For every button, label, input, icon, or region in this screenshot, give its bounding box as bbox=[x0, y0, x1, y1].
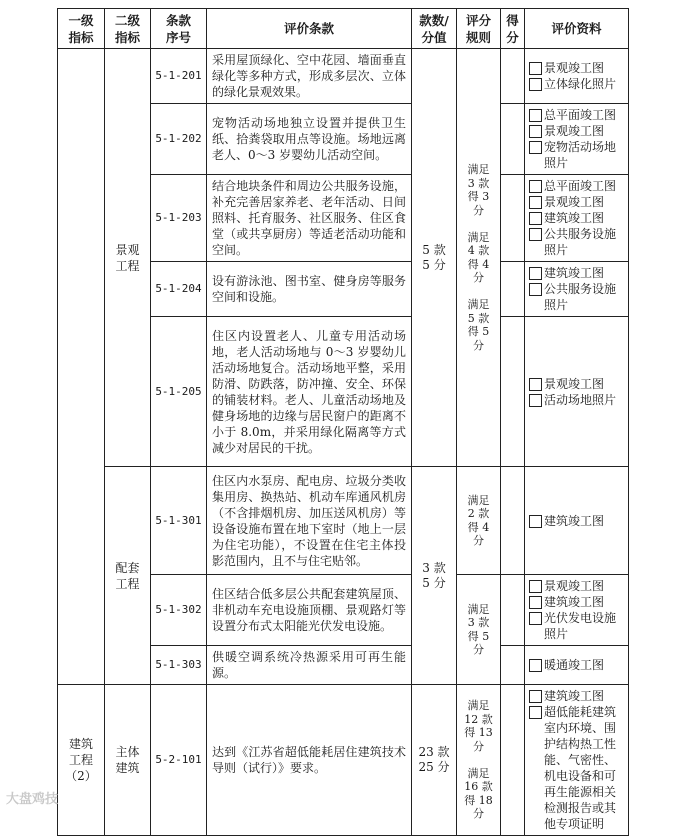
material-label: 景观竣工图 bbox=[544, 124, 605, 138]
row-text: 设有游泳池、图书室、健身房等服务空间和设施。 bbox=[207, 262, 412, 317]
checkbox-icon bbox=[529, 62, 542, 75]
score-cell bbox=[501, 467, 525, 575]
material-item bbox=[529, 123, 624, 139]
row-text: 宠物活动场地独立设置并提供卫生纸、拾粪袋取用点等设施。场地远离老人、0～3 岁婴幼儿活动空间。 bbox=[207, 104, 412, 175]
material-item bbox=[529, 578, 624, 594]
materials-cell bbox=[525, 175, 629, 262]
checkbox-icon bbox=[529, 515, 542, 528]
checkbox-icon bbox=[529, 180, 542, 193]
checkbox-icon bbox=[529, 596, 542, 609]
material-label: 公共服务设施照片 bbox=[544, 282, 617, 312]
materials-cell bbox=[525, 317, 629, 467]
row-code: 5-1-204 bbox=[151, 262, 207, 317]
checkbox-icon bbox=[529, 283, 542, 296]
header-score: 得 分 bbox=[501, 9, 525, 49]
material-label: 宠物活动场地照片 bbox=[544, 140, 617, 170]
materials-cell bbox=[525, 104, 629, 175]
row-code: 5-1-202 bbox=[151, 104, 207, 175]
material-label: 景观竣工图 bbox=[544, 195, 605, 209]
material-label: 总平面竣工图 bbox=[544, 108, 617, 122]
material-label: 光伏发电设施照片 bbox=[544, 611, 617, 641]
checkbox-icon bbox=[529, 612, 542, 625]
row-text: 采用屋顶绿化、空中花园、墙面垂直绿化等多种方式，形成多层次、立体的绿化景观效果。 bbox=[207, 49, 412, 104]
checkbox-icon bbox=[529, 196, 542, 209]
material-item bbox=[529, 657, 624, 673]
row-code: 5-1-303 bbox=[151, 646, 207, 685]
row-text: 住区内设置老人、儿童专用活动场地，老人活动场地与 0～3 岁婴幼儿活动场地复合。活动场地平整，采用防滑、防跌落，防冲撞、安全、环保的铺装材料。老人、儿童活动场地及健身场地的边缘与居民窗户的距离不小于 8.0m，并采用绿化隔离等方式减少对居民的干扰。 bbox=[207, 317, 412, 467]
table-row bbox=[58, 467, 629, 575]
level2-supporting: 配套 工程 bbox=[105, 467, 151, 685]
count-landscape: 5 款 5 分 bbox=[412, 49, 457, 467]
row-code: 5-1-203 bbox=[151, 175, 207, 262]
material-label: 立体绿化照片 bbox=[544, 77, 617, 91]
row-text: 供暖空调系统冷热源采用可再生能源。 bbox=[207, 646, 412, 685]
rule-landscape: 满足 3 款 得 3 分 满足 4 款 得 4 分 满足 5 款 得 5 分 bbox=[457, 49, 501, 467]
materials-cell bbox=[525, 467, 629, 575]
score-cell bbox=[501, 575, 525, 646]
checkbox-icon bbox=[529, 690, 542, 703]
row-text: 结合地块条件和周边公共服务设施，补充完善居家养老、老年活动、日间照料、托育服务、社区服务、住区食堂（或共享厨房）等适老活动功能和空间。 bbox=[207, 175, 412, 262]
score-cell bbox=[501, 685, 525, 836]
checkbox-icon bbox=[529, 378, 542, 391]
checkbox-icon bbox=[529, 141, 542, 154]
material-item bbox=[529, 704, 624, 832]
count-supporting: 3 款 5 分 bbox=[412, 467, 457, 685]
row-code: 5-1-301 bbox=[151, 467, 207, 575]
material-label: 公共服务设施照片 bbox=[544, 227, 617, 257]
materials-cell bbox=[525, 646, 629, 685]
header-level1: 一级 指标 bbox=[58, 9, 105, 49]
material-item bbox=[529, 610, 624, 642]
material-label: 总平面竣工图 bbox=[544, 179, 617, 193]
table-row bbox=[58, 685, 629, 836]
material-item bbox=[529, 513, 624, 529]
score-cell bbox=[501, 104, 525, 175]
rule-supporting-a: 满足 2 款 得 4 分 bbox=[457, 467, 501, 575]
material-label: 活动场地照片 bbox=[544, 392, 617, 407]
rule-supporting-b: 满足 3 款 得 5 分 bbox=[457, 575, 501, 685]
score-cell bbox=[501, 262, 525, 317]
material-label: 建筑竣工图 bbox=[544, 513, 605, 528]
checkbox-icon bbox=[529, 659, 542, 672]
checkbox-icon bbox=[529, 580, 542, 593]
rule-building: 满足 12 款 得 13 分 满足 16 款 得 18 分 bbox=[457, 685, 501, 836]
material-item bbox=[529, 139, 624, 171]
material-label: 建筑竣工图 bbox=[544, 211, 605, 225]
material-label: 暖通竣工图 bbox=[544, 658, 605, 672]
material-label: 超低能耗建筑室内环境、围护结构热工性能、气密性、机电设备和可再生能源相关检测报告或其他专项证明 bbox=[544, 705, 617, 831]
checkbox-icon bbox=[529, 109, 542, 122]
row-code: 5-1-302 bbox=[151, 575, 207, 646]
checkbox-icon bbox=[529, 706, 542, 719]
material-label: 景观竣工图 bbox=[544, 579, 605, 593]
header-materials: 评价资料 bbox=[525, 9, 629, 49]
material-label: 建筑竣工图 bbox=[544, 689, 605, 703]
checkbox-icon bbox=[529, 228, 542, 241]
score-cell bbox=[501, 175, 525, 262]
watermark: 大盘鸡技 bbox=[6, 792, 59, 807]
materials-cell bbox=[525, 575, 629, 646]
material-item bbox=[529, 60, 624, 76]
materials-cell bbox=[525, 685, 629, 836]
material-item bbox=[529, 178, 624, 194]
checkbox-icon bbox=[529, 125, 542, 138]
material-item bbox=[529, 76, 624, 92]
material-item bbox=[529, 210, 624, 226]
material-item bbox=[529, 376, 624, 392]
materials-cell bbox=[525, 262, 629, 317]
materials-cell bbox=[525, 49, 629, 104]
material-label: 景观竣工图 bbox=[544, 61, 605, 75]
material-item bbox=[529, 226, 624, 258]
material-item bbox=[529, 688, 624, 704]
checkbox-icon bbox=[529, 212, 542, 225]
material-label: 建筑竣工图 bbox=[544, 266, 605, 280]
material-item bbox=[529, 265, 624, 281]
header-count: 款数/ 分值 bbox=[412, 9, 457, 49]
row-code: 5-1-205 bbox=[151, 317, 207, 467]
checkbox-icon bbox=[529, 78, 542, 91]
score-cell bbox=[501, 49, 525, 104]
header-level2: 二级 指标 bbox=[105, 9, 151, 49]
row-code: 5-1-201 bbox=[151, 49, 207, 104]
header-item: 评价条款 bbox=[207, 9, 412, 49]
material-item bbox=[529, 392, 624, 408]
level1-building: 建筑 工程 （2） bbox=[58, 685, 105, 836]
row-text: 达到《江苏省超低能耗居住建筑技术导则（试行）》要求。 bbox=[207, 685, 412, 836]
header-code: 条款 序号 bbox=[151, 9, 207, 49]
header-rule: 评分 规则 bbox=[457, 9, 501, 49]
checkbox-icon bbox=[529, 267, 542, 280]
material-item bbox=[529, 194, 624, 210]
score-cell bbox=[501, 646, 525, 685]
level2-building: 主体 建筑 bbox=[105, 685, 151, 836]
material-item bbox=[529, 594, 624, 610]
row-text: 住区内水泵房、配电房、垃圾分类收集用房、换热站、机动车库通风机房（不含排烟机房、加压送风机房）等设备设施布置在地下室时（地上一层为住宅功能），不设置在住宅主体投影范围内，且不与住宅贴邻。 bbox=[207, 467, 412, 575]
level1-cell-empty bbox=[58, 49, 105, 685]
score-cell bbox=[501, 317, 525, 467]
material-item bbox=[529, 281, 624, 313]
material-label: 景观竣工图 bbox=[544, 376, 605, 391]
checkbox-icon bbox=[529, 394, 542, 407]
row-code: 5-2-101 bbox=[151, 685, 207, 836]
evaluation-table bbox=[57, 8, 629, 836]
material-item bbox=[529, 107, 624, 123]
material-label: 建筑竣工图 bbox=[544, 595, 605, 609]
row-text: 住区结合低多层公共配套建筑屋顶、非机动车充电设施顶棚、景观路灯等设置分布式太阳能光伏发电设施。 bbox=[207, 575, 412, 646]
table-row bbox=[58, 49, 629, 104]
level2-landscape: 景观 工程 bbox=[105, 49, 151, 467]
header-row bbox=[58, 9, 629, 49]
count-building: 23 款 25 分 bbox=[412, 685, 457, 836]
